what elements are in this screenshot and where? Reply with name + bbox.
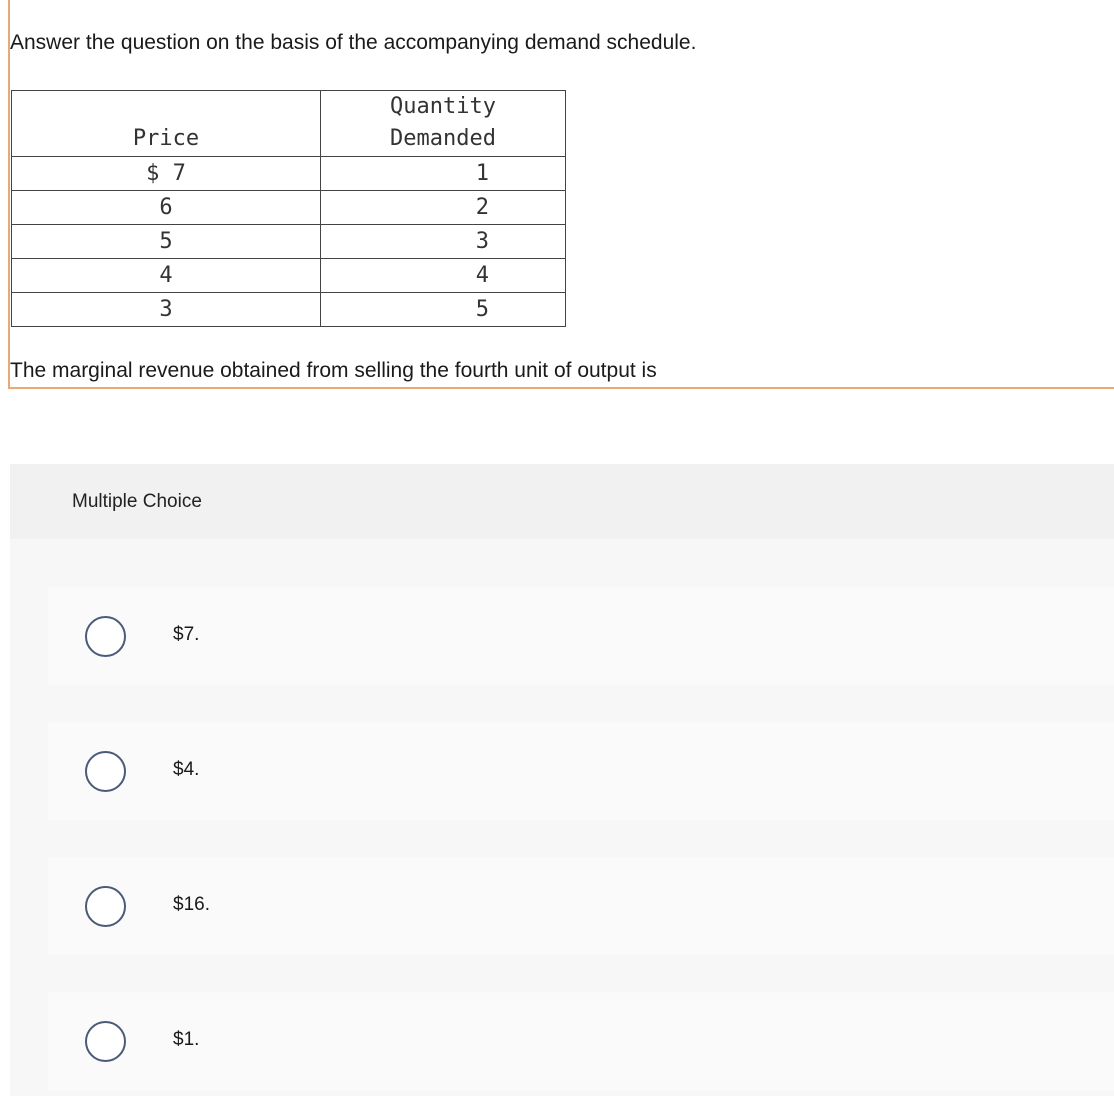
quantity-cell: 2 — [321, 191, 566, 225]
price-header-label: Price — [132, 126, 200, 151]
choice-label: $4. — [173, 759, 200, 780]
choice-label: $1. — [173, 1029, 200, 1050]
price-cell: 6 — [12, 191, 321, 225]
quantity-cell: 3 — [321, 225, 566, 259]
quantity-cell: 1 — [321, 157, 566, 191]
multiple-choice-title: Multiple Choice — [72, 491, 202, 512]
multiple-choice-header — [10, 464, 1114, 539]
choice-label: $16. — [173, 894, 210, 915]
choice-option-2[interactable] — [48, 722, 1114, 820]
quantity-cell: 5 — [321, 293, 566, 327]
quantity-header-line1: Quantity — [390, 94, 496, 119]
radio-button[interactable] — [85, 886, 126, 927]
price-cell: $ 7 — [12, 157, 321, 191]
price-cell: 4 — [12, 259, 321, 293]
table-row — [12, 191, 566, 225]
choice-label: $7. — [173, 624, 200, 645]
quantity-column-header — [321, 91, 566, 157]
table-row — [12, 293, 566, 327]
choice-option-3[interactable] — [48, 857, 1114, 955]
choice-option-1[interactable] — [48, 587, 1114, 685]
table-header-row — [12, 91, 566, 157]
table-row — [12, 259, 566, 293]
radio-button[interactable] — [85, 616, 126, 657]
choice-option-4[interactable] — [48, 992, 1114, 1090]
table-row — [12, 157, 566, 191]
question-prompt: Answer the question on the basis of the accompanying demand schedule. — [10, 31, 697, 54]
quantity-header-line2: Demanded — [390, 126, 496, 151]
question-stem: The marginal revenue obtained from selling the fourth unit of output is — [10, 359, 657, 382]
multiple-choice-panel — [10, 464, 1114, 1096]
radio-button[interactable] — [85, 751, 126, 792]
table-row — [12, 225, 566, 259]
price-column-header — [12, 91, 321, 157]
question-box — [8, 0, 1114, 389]
price-cell: 5 — [12, 225, 321, 259]
demand-schedule-table — [11, 90, 566, 327]
radio-button[interactable] — [85, 1021, 126, 1062]
quantity-cell: 4 — [321, 259, 566, 293]
price-cell: 3 — [12, 293, 321, 327]
